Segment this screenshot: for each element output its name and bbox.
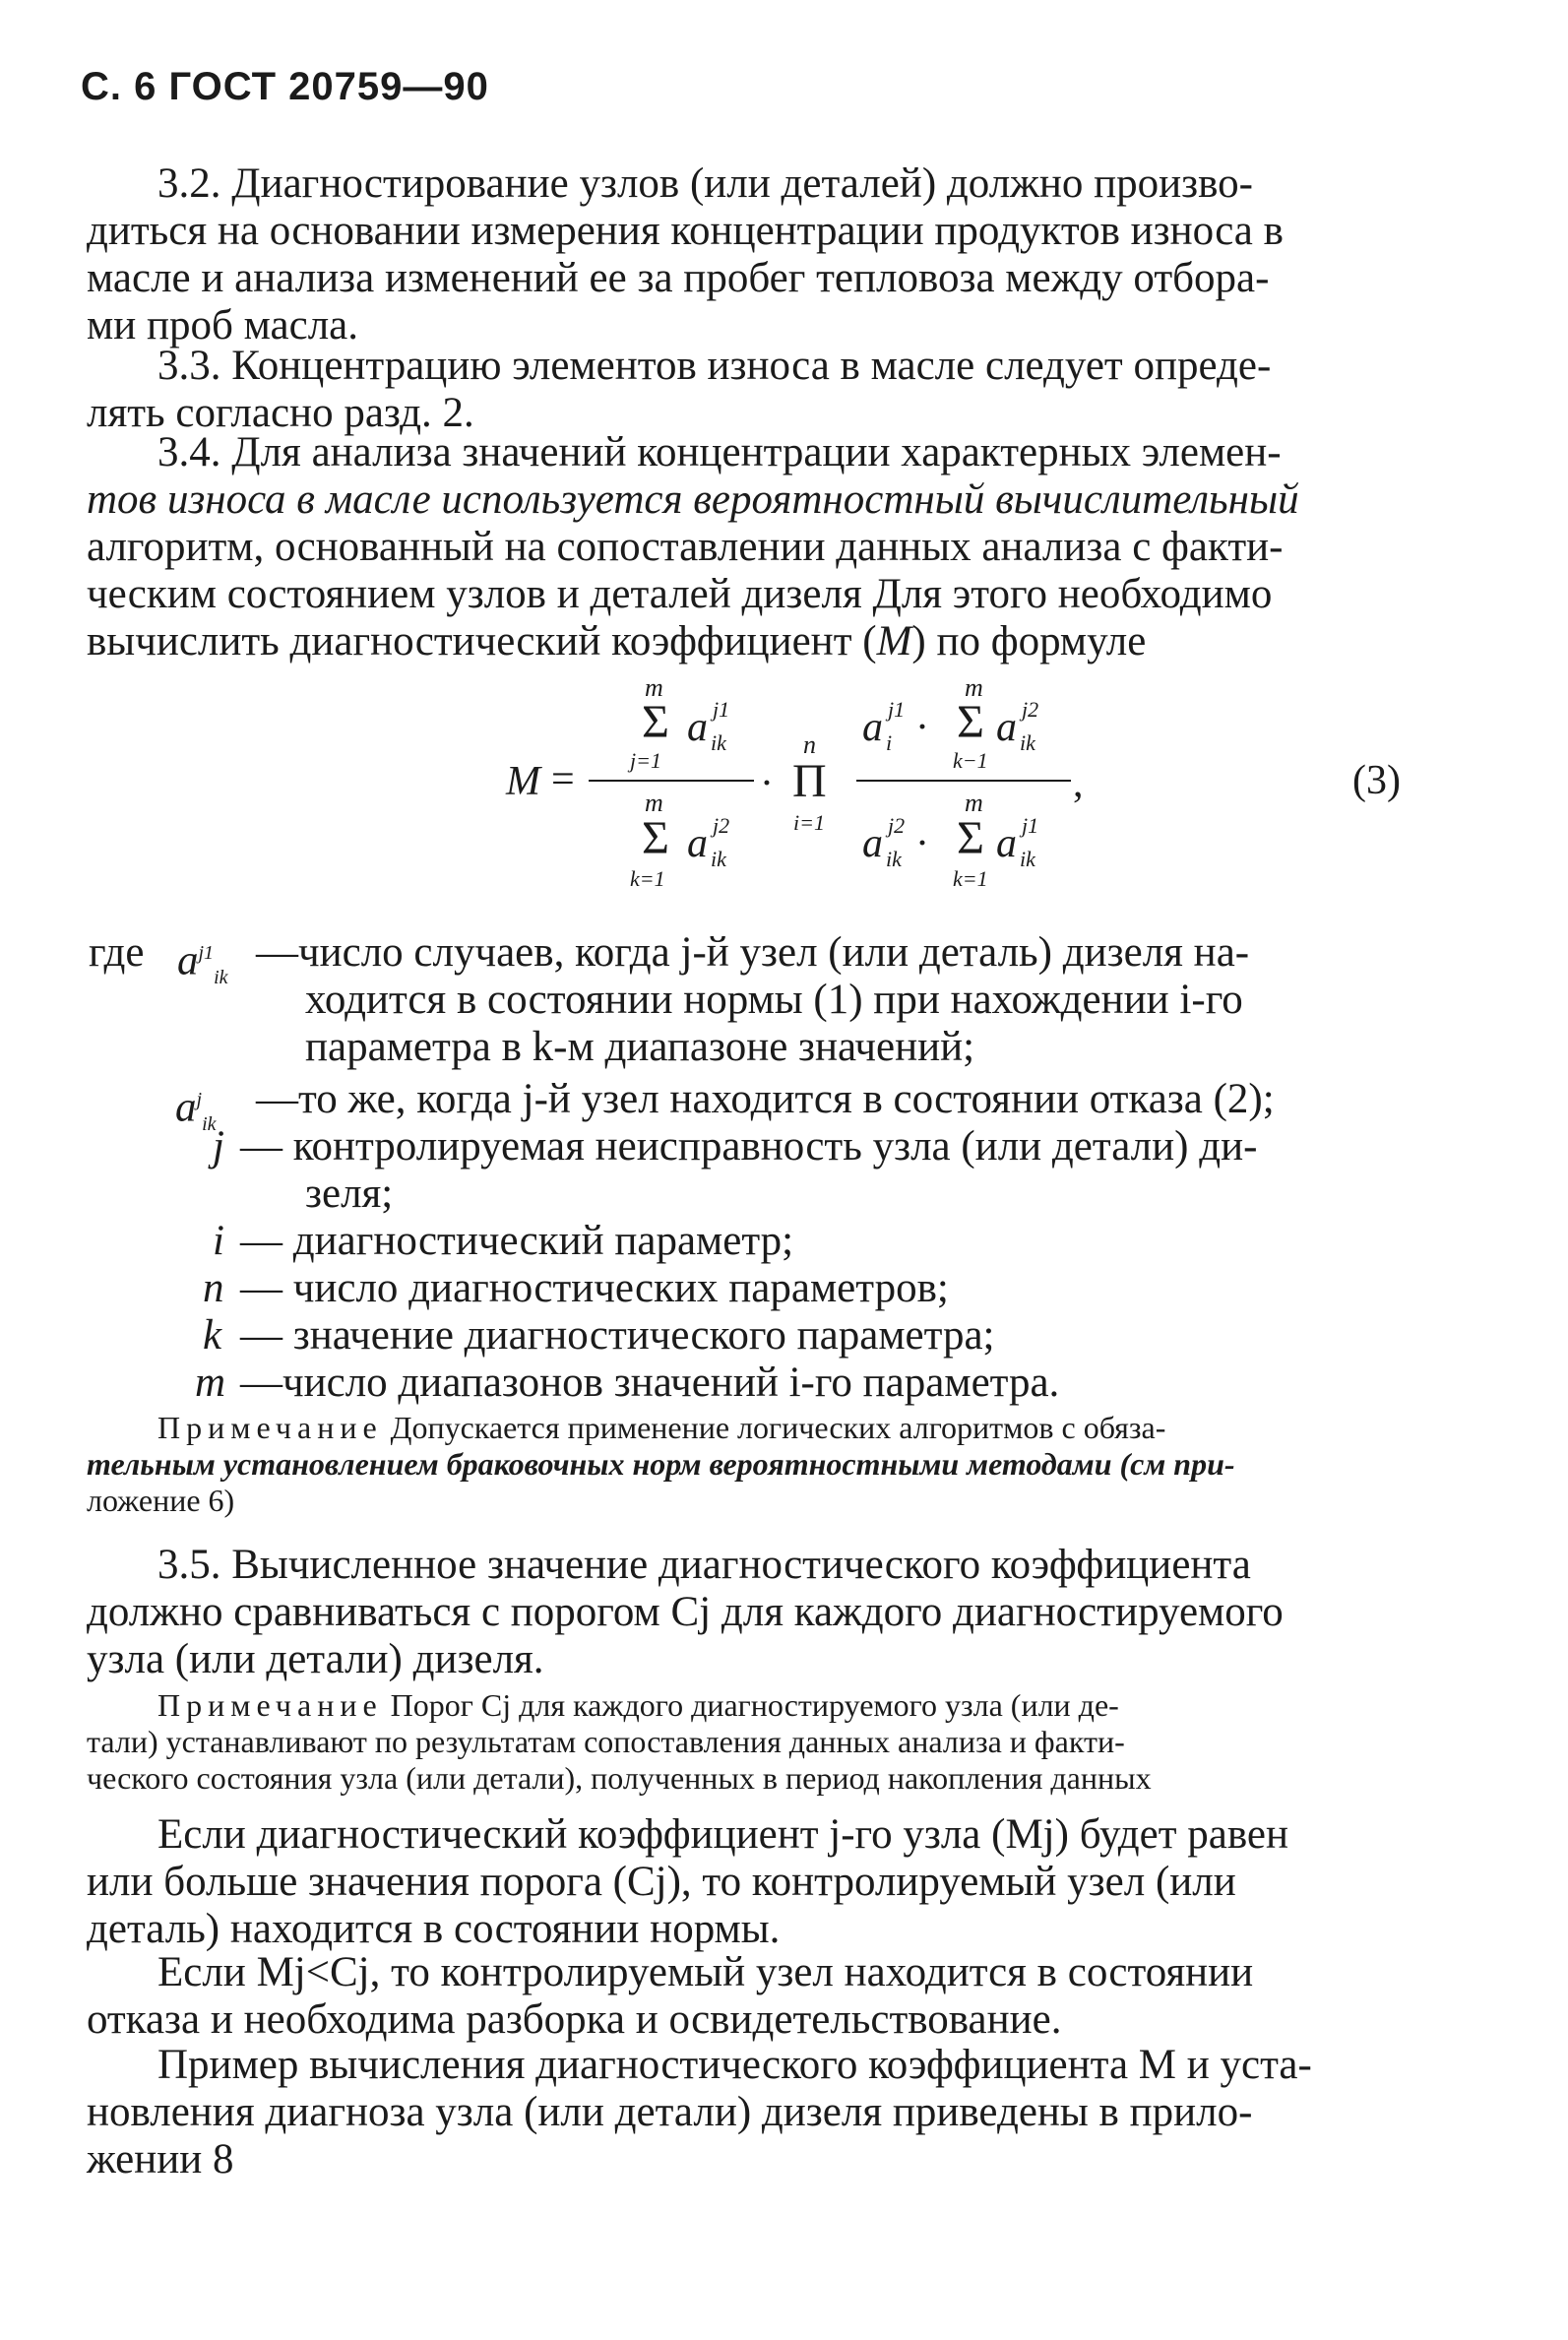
text-line: 3.2. Диагностирование узлов (или деталей) должно произво- [157,160,1253,207]
formula-comma: , [1073,761,1084,806]
term-sub: ik [1020,730,1035,755]
term-sup: j2 [713,813,730,838]
paragraph-3-4 [87,429,1447,665]
text-line: 3.5. Вычисленное значение диагностического коэффициента [157,1542,1251,1588]
note-line: тельным установлением браковочных норм вероятностными методами (см при- [87,1446,1235,1482]
formula-lhs: M [506,759,540,804]
def-text: — диагностический параметр; [240,1218,794,1264]
dot-operator: · [915,705,929,750]
def-text: —число диапазонов значений i-го параметра. [240,1360,1060,1406]
sum-upper-limit: m [645,789,663,817]
text-span: ) по формуле [911,618,1147,664]
def-symbol: n [203,1265,224,1311]
note-line: тали) устанавливают по результатам сопоставления данных анализа и факти- [87,1724,1125,1759]
text-line: тов износа в масле используется вероятностный вычислительный [87,476,1299,523]
term-a: a [687,821,708,866]
text-line: узла (или детали) дизеля. [87,1636,544,1682]
text-line: Если Mj<Cj, то контролируемый узел находится в состоянии [157,1949,1254,1995]
term-a: a [687,705,708,750]
symbol-a: a [177,937,199,984]
def-symbol [175,1076,217,1148]
term-sup: j1 [888,697,906,722]
term-sub: i [886,730,893,755]
text-line: масле и анализа изменений ее за пробег тепловоза между отбора- [87,255,1270,301]
note-text: Допускается применение логических алгоритмов с обяза- [390,1410,1166,1445]
sum-sign: Σ [957,812,984,864]
text-line: лять согласно разд. 2. [87,390,474,436]
term-sub: ik [711,730,726,755]
term-a: a [862,821,883,866]
text-line: 3.3. Концентрацию элементов износа в масле следует опреде- [157,343,1272,389]
text-line: алгоритм, основанный на сопоставлении данных анализа с факти- [87,524,1284,570]
text-line: 3.4. Для анализа значений концентрации характерных элемен- [157,429,1282,475]
product-lower-limit: i=1 [793,810,825,835]
def-text: —то же, когда j-й узел находится в состоянии отказа (2); [256,1076,1275,1122]
paragraph-3-5 [87,1542,1447,1683]
note-label: Примечание [157,1410,383,1445]
product-sign: Π [792,755,827,807]
sum-sign: Σ [642,696,669,748]
paragraph-example [87,2042,1447,2183]
symbol-sub: ik [214,966,228,988]
note-label: Примечание [157,1687,383,1723]
def-symbol: m [195,1360,226,1406]
def-text: —число случаев, когда j-й узел (или деталь) дизеля на- [256,929,1250,976]
symbol-sup: j [196,1089,203,1110]
sum-lower-limit: k−1 [953,748,988,773]
text-span: вычислить диагностический коэффициент ( [87,618,877,664]
def-text: — контролируемая неисправность узла (или детали) ди- [240,1123,1258,1170]
def-text: параметра в k-м диапазоне значений; [305,1024,975,1070]
text-line: диться на основании измерения концентрации продуктов износа в [87,208,1284,254]
formula-number: (3) [1352,758,1401,803]
note-line: ческого состояния узла (или детали), полученных в период накопления данных [87,1760,1152,1796]
sum-sign: Σ [642,812,669,864]
note-2 [87,1687,1447,1797]
note-line [87,1687,1447,1724]
def-symbol [177,929,228,1001]
text-line: жении 8 [87,2136,234,2182]
page-header: С. 6 ГОСТ 20759—90 [81,65,489,108]
term-sup: j2 [888,813,906,838]
def-text: — число диагностических параметров; [240,1265,949,1311]
term-a: a [996,705,1017,750]
paragraph-3-2 [87,160,1447,349]
symbol-sub: ik [202,1112,217,1135]
formula-symbol-m: M [876,618,912,664]
term-sup: j1 [713,697,730,722]
term-sub: ik [711,847,726,871]
paragraph-failure [87,1949,1447,2044]
term-sup: j2 [1022,697,1039,722]
paragraph-3-3 [87,343,1447,437]
def-text: ходится в состоянии нормы (1) при нахождении i-го [305,977,1243,1023]
sum-upper-limit: m [965,673,983,702]
sum-lower-limit: j=1 [630,748,661,773]
sum-lower-limit: k=1 [953,866,988,891]
text-line: Если диагностический коэффициент j-го узла (Mj) будет равен [157,1811,1288,1858]
symbol-sup: j1 [198,942,215,964]
text-line: ми проб масла. [87,302,358,348]
text-line: или больше значения порога (Cj), то контролируемый узел (или [87,1859,1236,1905]
term-a: a [996,821,1017,866]
fraction-bar [856,780,1071,782]
dot-operator: · [915,821,929,866]
def-symbol: k [203,1312,222,1359]
sum-lower-limit: k=1 [630,866,665,891]
note-1 [87,1410,1447,1519]
text-line: деталь) находится в состоянии нормы. [87,1906,781,1952]
term-sub: ik [1020,847,1035,871]
fraction-bar [589,780,754,782]
text-line: ческим состоянием узлов и деталей дизеля Для этого необходимо [87,571,1273,617]
where-word: где [89,929,145,976]
def-symbol: j [213,1123,224,1170]
formula-equals: = [551,757,575,802]
sum-upper-limit: m [645,673,663,702]
symbol-a: a [175,1084,197,1131]
note-line: ложение 6) [87,1483,235,1518]
note-line [87,1410,1447,1446]
text-line: Пример вычисления диагностического коэффициента M и уста- [157,2042,1312,2088]
term-a: a [862,705,883,750]
dot-operator: · [760,761,774,806]
text-line [87,618,1447,665]
note-text: Порог Cj для каждого диагностируемого узла (или де- [390,1687,1119,1723]
text-line: новления диагноза узла (или детали) дизеля приведены в прило- [87,2089,1253,2135]
text-line: отказа и необходима разборка и освидетельствование. [87,1996,1062,2043]
def-symbol: i [213,1218,224,1264]
term-sup: j1 [1022,813,1039,838]
product-upper-limit: n [803,730,816,759]
sum-sign: Σ [957,696,984,748]
text-line: должно сравниваться с порогом Cj для каждого диагностируемого [87,1589,1284,1635]
term-sub: ik [886,847,902,871]
def-text: — значение диагностического параметра; [240,1312,995,1359]
sum-upper-limit: m [965,789,983,817]
def-text: зеля; [305,1170,394,1217]
paragraph-threshold [87,1811,1447,1953]
